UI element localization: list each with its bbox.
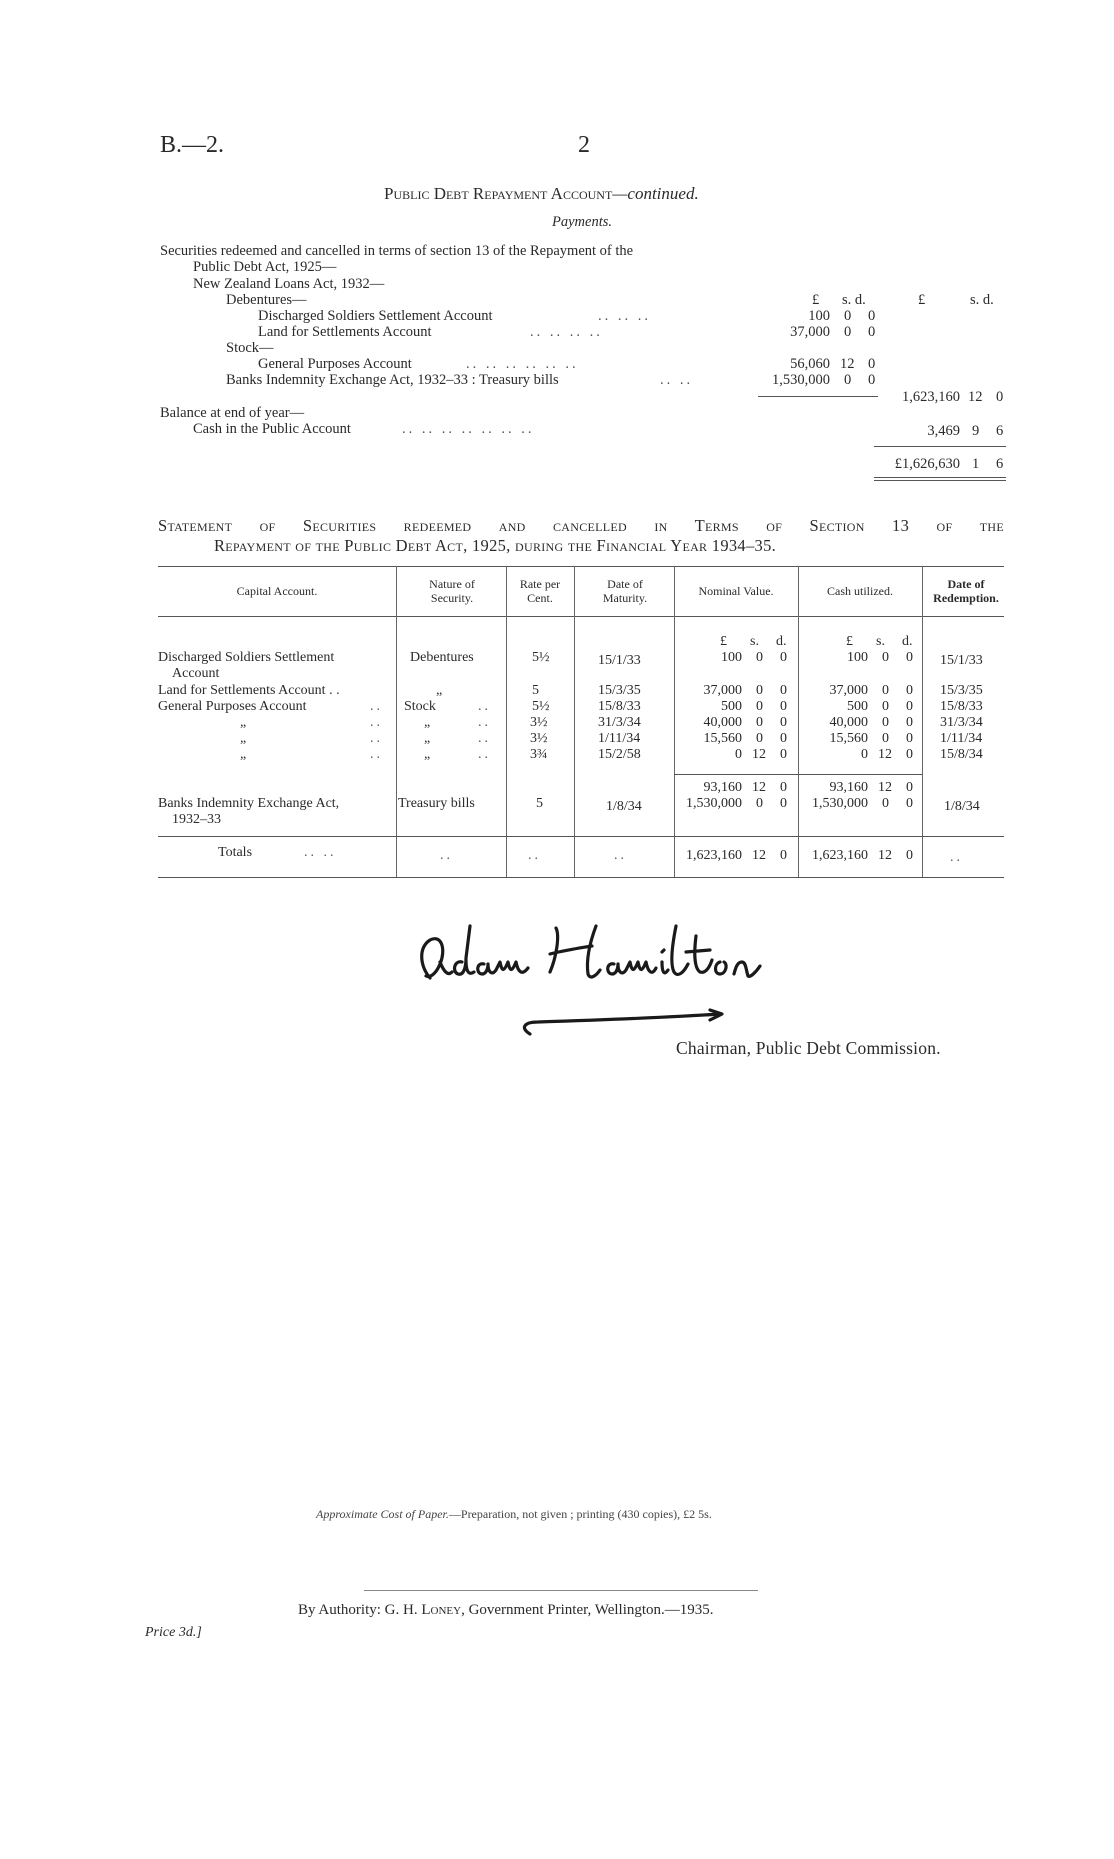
stmt-cash-d: 0 bbox=[906, 796, 913, 811]
stmt-nominal: 0 bbox=[735, 747, 742, 762]
cash-shillings: 9 bbox=[972, 423, 980, 439]
unit-pence: d. bbox=[776, 634, 787, 649]
col-header-redemption: Date of Redemption. bbox=[933, 577, 999, 605]
stmt-maturity: 1/11/34 bbox=[598, 731, 641, 746]
stmt-redemption: 1/11/34 bbox=[940, 731, 983, 746]
stmt-nominal-d: 0 bbox=[780, 650, 787, 665]
table-col-divider bbox=[798, 566, 799, 877]
table-rule-top bbox=[158, 566, 1004, 567]
stmt-nature: „ bbox=[424, 747, 431, 762]
stmt-subtotal-cash-d: 0 bbox=[906, 780, 913, 795]
col-header-nominal: Nominal Value. bbox=[698, 584, 774, 598]
subtotal-shillings: 12 bbox=[968, 389, 983, 405]
stmt-redemption: 15/3/35 bbox=[940, 683, 983, 698]
stmt-maturity: 31/3/34 bbox=[598, 715, 641, 730]
stmt-nature: Stock bbox=[404, 699, 436, 714]
account-row-pounds: 37,000 bbox=[790, 324, 830, 340]
unit-shilling: s. bbox=[750, 634, 759, 649]
stmt-nominal-s: 0 bbox=[756, 683, 763, 698]
stmt-total-nominal: 1,623,160 bbox=[686, 848, 742, 863]
leader-dots: .. .. bbox=[660, 372, 694, 388]
stmt-redemption: 31/3/34 bbox=[940, 715, 983, 730]
stmt-nominal: 15,560 bbox=[703, 731, 742, 746]
authority-suffix: , Government Printer, Wellington.—1935. bbox=[461, 1602, 714, 1618]
stmt-cash: 1,530,000 bbox=[812, 796, 868, 811]
stmt-cash: 500 bbox=[847, 699, 868, 714]
account-row-shillings: 0 bbox=[844, 324, 852, 340]
stmt-nominal-s: 0 bbox=[756, 731, 763, 746]
account-title bbox=[384, 184, 699, 204]
leader-dots: .. bbox=[478, 715, 491, 730]
unit-pound: £ bbox=[720, 634, 727, 649]
stmt-cash-s: 0 bbox=[882, 650, 889, 665]
stmt-rate: 5½ bbox=[532, 699, 550, 714]
leader-dots: .. bbox=[478, 731, 491, 746]
unit-pence: d. bbox=[902, 634, 913, 649]
stmt-cash-s: 0 bbox=[882, 699, 889, 714]
stmt-cash: 37,000 bbox=[829, 683, 868, 698]
stmt-redemption: 15/8/34 bbox=[940, 747, 983, 762]
stmt-total-nominal-s: 12 bbox=[752, 848, 766, 863]
table-col-divider bbox=[506, 566, 507, 877]
total-rule-top bbox=[874, 446, 1006, 447]
price: Price 3d.] bbox=[145, 1625, 202, 1640]
stmt-nominal-s: 0 bbox=[756, 715, 763, 730]
stmt-nature: „ bbox=[424, 715, 431, 730]
account-row-shillings: 0 bbox=[844, 308, 852, 324]
subtotal-pounds: 1,623,160 bbox=[902, 389, 960, 405]
account-row-pounds: 100 bbox=[808, 308, 830, 324]
stmt-nominal: 500 bbox=[721, 699, 742, 714]
stmt-totals-label: Totals bbox=[218, 845, 253, 860]
leader-dots: .. bbox=[370, 731, 383, 746]
stmt-maturity: 1/8/34 bbox=[606, 799, 642, 814]
total-rule-bottom-double bbox=[874, 480, 1006, 481]
stmt-capital: „ bbox=[240, 715, 247, 730]
table-col-divider bbox=[674, 566, 675, 877]
account-row-pounds: 56,060 bbox=[790, 356, 830, 372]
leader-dots: .. bbox=[950, 850, 963, 865]
col-header-rate: Rate per Cent. bbox=[519, 577, 561, 605]
leader-dots: .. .. bbox=[304, 845, 337, 860]
page-number: 2 bbox=[578, 132, 590, 158]
table-col-divider bbox=[574, 566, 575, 877]
cash-label: Cash in the Public Account bbox=[193, 421, 351, 437]
stmt-subtotal-cash-s: 12 bbox=[878, 780, 892, 795]
stmt-cash-s: 12 bbox=[878, 747, 892, 762]
authority-prefix: By Authority: G. H. bbox=[298, 1602, 422, 1618]
stmt-nominal-d: 0 bbox=[780, 683, 787, 698]
stmt-nominal-d: 0 bbox=[780, 715, 787, 730]
unit-pound: £ bbox=[846, 634, 853, 649]
stmt-nature: „ bbox=[424, 731, 431, 746]
stmt-maturity: 15/3/35 bbox=[598, 683, 641, 698]
stmt-cash: 100 bbox=[847, 650, 868, 665]
account-title-main: Public Debt Repayment Account bbox=[384, 184, 613, 203]
signature-image bbox=[400, 906, 920, 1036]
statement-title-line-2: Repayment of the Public Debt Act, 1925, during the Financial Year 1934–35. bbox=[214, 536, 777, 555]
total-pence: 6 bbox=[996, 456, 1004, 472]
stmt-nature: „ bbox=[436, 683, 443, 698]
col-sd-1: s. d. bbox=[842, 292, 866, 308]
account-row-pence: 0 bbox=[868, 308, 876, 324]
leader-dots: .. bbox=[528, 848, 541, 863]
stmt-cash: 15,560 bbox=[829, 731, 868, 746]
cash-pence: 6 bbox=[996, 423, 1004, 439]
stmt-rate: 5 bbox=[532, 683, 539, 698]
leader-dots: .. bbox=[370, 699, 383, 714]
stmt-cash-d: 0 bbox=[906, 715, 913, 730]
cost-text: —Preparation, not given ; printing (430 copies), £2 5s. bbox=[448, 1507, 712, 1521]
document-reference: B.—2. bbox=[160, 132, 225, 158]
col-header-nature: Nature of Security. bbox=[429, 577, 475, 605]
stmt-subtotal-nominal-d: 0 bbox=[780, 780, 787, 795]
stmt-capital: Land for Settlements Account . . bbox=[158, 683, 340, 698]
stmt-rate: 5 bbox=[536, 796, 543, 811]
account-row-pounds: 1,530,000 bbox=[772, 372, 830, 388]
stmt-total-nominal-d: 0 bbox=[780, 848, 787, 863]
col-sd-2: s. d. bbox=[970, 292, 994, 308]
stmt-subtotal-nominal-s: 12 bbox=[752, 780, 766, 795]
cost-label: Approximate Cost of Paper. bbox=[316, 1507, 449, 1521]
stmt-cash-s: 0 bbox=[882, 715, 889, 730]
leader-dots: .. .. .. .. .. .. bbox=[466, 356, 579, 372]
stmt-capital: „ bbox=[240, 731, 247, 746]
stmt-rate: 3½ bbox=[530, 715, 548, 730]
authority-line bbox=[298, 1602, 714, 1619]
table-rule-bottom bbox=[158, 877, 1004, 878]
debentures-heading: Debentures— bbox=[226, 292, 307, 308]
stmt-cash-d: 0 bbox=[906, 683, 913, 698]
balance-label: Balance at end of year— bbox=[160, 405, 305, 421]
leader-dots: .. bbox=[614, 848, 627, 863]
leader-dots: .. bbox=[370, 747, 383, 762]
unit-shilling: s. bbox=[876, 634, 885, 649]
stmt-maturity: 15/8/33 bbox=[598, 699, 641, 714]
leader-dots: .. .. .. .. bbox=[530, 324, 603, 340]
stmt-nominal-s: 0 bbox=[756, 699, 763, 714]
stmt-total-cash: 1,623,160 bbox=[812, 848, 868, 863]
payments-subtitle: Payments. bbox=[552, 214, 612, 230]
stmt-cash-d: 0 bbox=[906, 699, 913, 714]
stmt-nominal-d: 0 bbox=[780, 699, 787, 714]
account-row-label: Land for Settlements Account bbox=[258, 324, 432, 340]
stmt-redemption: 15/8/33 bbox=[940, 699, 983, 714]
printer-name: Loney bbox=[421, 1602, 462, 1618]
cash-pounds: 3,469 bbox=[927, 423, 960, 439]
subtotal-pence: 0 bbox=[996, 389, 1004, 405]
account-row-shillings: 12 bbox=[840, 356, 855, 372]
stmt-cash-s: 0 bbox=[882, 683, 889, 698]
total-rule-bottom bbox=[874, 477, 1006, 478]
stmt-capital: General Purposes Account bbox=[158, 699, 307, 714]
account-row-shillings: 0 bbox=[844, 372, 852, 388]
account-row-label: General Purposes Account bbox=[258, 356, 412, 372]
account-row-pence: 0 bbox=[868, 372, 876, 388]
stmt-nominal-d: 0 bbox=[780, 747, 787, 762]
leader-dots: .. bbox=[478, 747, 491, 762]
stmt-nature: Debentures bbox=[410, 650, 474, 665]
signatory-title: Chairman, Public Debt Commission. bbox=[676, 1038, 941, 1058]
stmt-nominal: 40,000 bbox=[703, 715, 742, 730]
stmt-nominal-s: 12 bbox=[752, 747, 766, 762]
stmt-total-cash-s: 12 bbox=[878, 848, 892, 863]
stmt-redemption: 15/1/33 bbox=[940, 653, 983, 668]
stmt-rate: 3¾ bbox=[530, 747, 548, 762]
stmt-cash-d: 0 bbox=[906, 731, 913, 746]
footer-rule bbox=[364, 1590, 758, 1591]
leader-dots: .. bbox=[478, 699, 491, 714]
subtotal-rule bbox=[758, 396, 878, 397]
account-title-continued: —continued. bbox=[612, 184, 699, 203]
leader-dots: .. bbox=[370, 715, 383, 730]
stmt-capital-cont: Account bbox=[172, 666, 220, 681]
total-shillings: 1 bbox=[972, 456, 980, 472]
stmt-subtotal-nominal: 93,160 bbox=[703, 780, 742, 795]
leader-dots: .. bbox=[440, 848, 453, 863]
stmt-nominal-d: 0 bbox=[780, 796, 787, 811]
stmt-capital: Banks Indemnity Exchange Act, bbox=[158, 796, 340, 811]
stmt-nature: Treasury bills bbox=[398, 796, 475, 811]
stmt-cash-s: 0 bbox=[882, 731, 889, 746]
account-row-pence: 0 bbox=[868, 324, 876, 340]
stmt-cash-s: 0 bbox=[882, 796, 889, 811]
account-row-label: Discharged Soldiers Settlement Account bbox=[258, 308, 493, 324]
stmt-redemption: 1/8/34 bbox=[944, 799, 980, 814]
stmt-capital-cont: 1932–33 bbox=[172, 812, 221, 827]
stmt-capital: „ bbox=[240, 747, 247, 762]
intro-line-2: Public Debt Act, 1925— bbox=[193, 259, 337, 275]
col-header-capital: Capital Account. bbox=[236, 584, 318, 598]
stock-heading: Stock— bbox=[226, 340, 274, 356]
subtotal-rule bbox=[674, 774, 922, 775]
account-row-pence: 0 bbox=[868, 356, 876, 372]
stmt-cash: 40,000 bbox=[829, 715, 868, 730]
table-rule-header bbox=[158, 616, 1004, 617]
account-row-label: Banks Indemnity Exchange Act, 1932–33 : Treasury bills bbox=[226, 372, 559, 388]
stmt-cash: 0 bbox=[861, 747, 868, 762]
stmt-rate: 3½ bbox=[530, 731, 548, 746]
nz-loans-act: New Zealand Loans Act, 1932— bbox=[193, 276, 385, 292]
totals-rule bbox=[158, 836, 1004, 837]
stmt-total-cash-d: 0 bbox=[906, 848, 913, 863]
stmt-maturity: 15/2/58 bbox=[598, 747, 641, 762]
stmt-subtotal-cash: 93,160 bbox=[829, 780, 868, 795]
table-col-divider bbox=[922, 566, 923, 877]
leader-dots: .. .. .. .. .. .. .. bbox=[402, 421, 535, 437]
statement-title-line-1: Statement of Securities redeemed and cancelled in Terms of Section 13 of the bbox=[158, 516, 1004, 535]
stmt-nominal: 1,530,000 bbox=[686, 796, 742, 811]
intro-line-1: Securities redeemed and cancelled in terms of section 13 of the Repayment of the bbox=[160, 243, 634, 259]
stmt-nominal-d: 0 bbox=[780, 731, 787, 746]
stmt-nominal: 37,000 bbox=[703, 683, 742, 698]
cost-of-paper bbox=[316, 1507, 712, 1522]
col-pound-1: £ bbox=[812, 292, 820, 308]
table-col-divider bbox=[396, 566, 397, 877]
col-pound-2: £ bbox=[918, 292, 926, 308]
leader-dots: .. .. .. bbox=[598, 308, 651, 324]
stmt-nominal-s: 0 bbox=[756, 650, 763, 665]
stmt-capital: Discharged Soldiers Settlement bbox=[158, 650, 335, 665]
total-pounds: £1,626,630 bbox=[894, 456, 960, 472]
stmt-cash-d: 0 bbox=[906, 747, 913, 762]
stmt-rate: 5½ bbox=[532, 650, 550, 665]
col-header-maturity: Date of Maturity. bbox=[602, 577, 648, 605]
stmt-maturity: 15/1/33 bbox=[598, 653, 641, 668]
stmt-nominal: 100 bbox=[721, 650, 742, 665]
stmt-nominal-s: 0 bbox=[756, 796, 763, 811]
stmt-cash-d: 0 bbox=[906, 650, 913, 665]
col-header-cash: Cash utilized. bbox=[827, 584, 893, 598]
